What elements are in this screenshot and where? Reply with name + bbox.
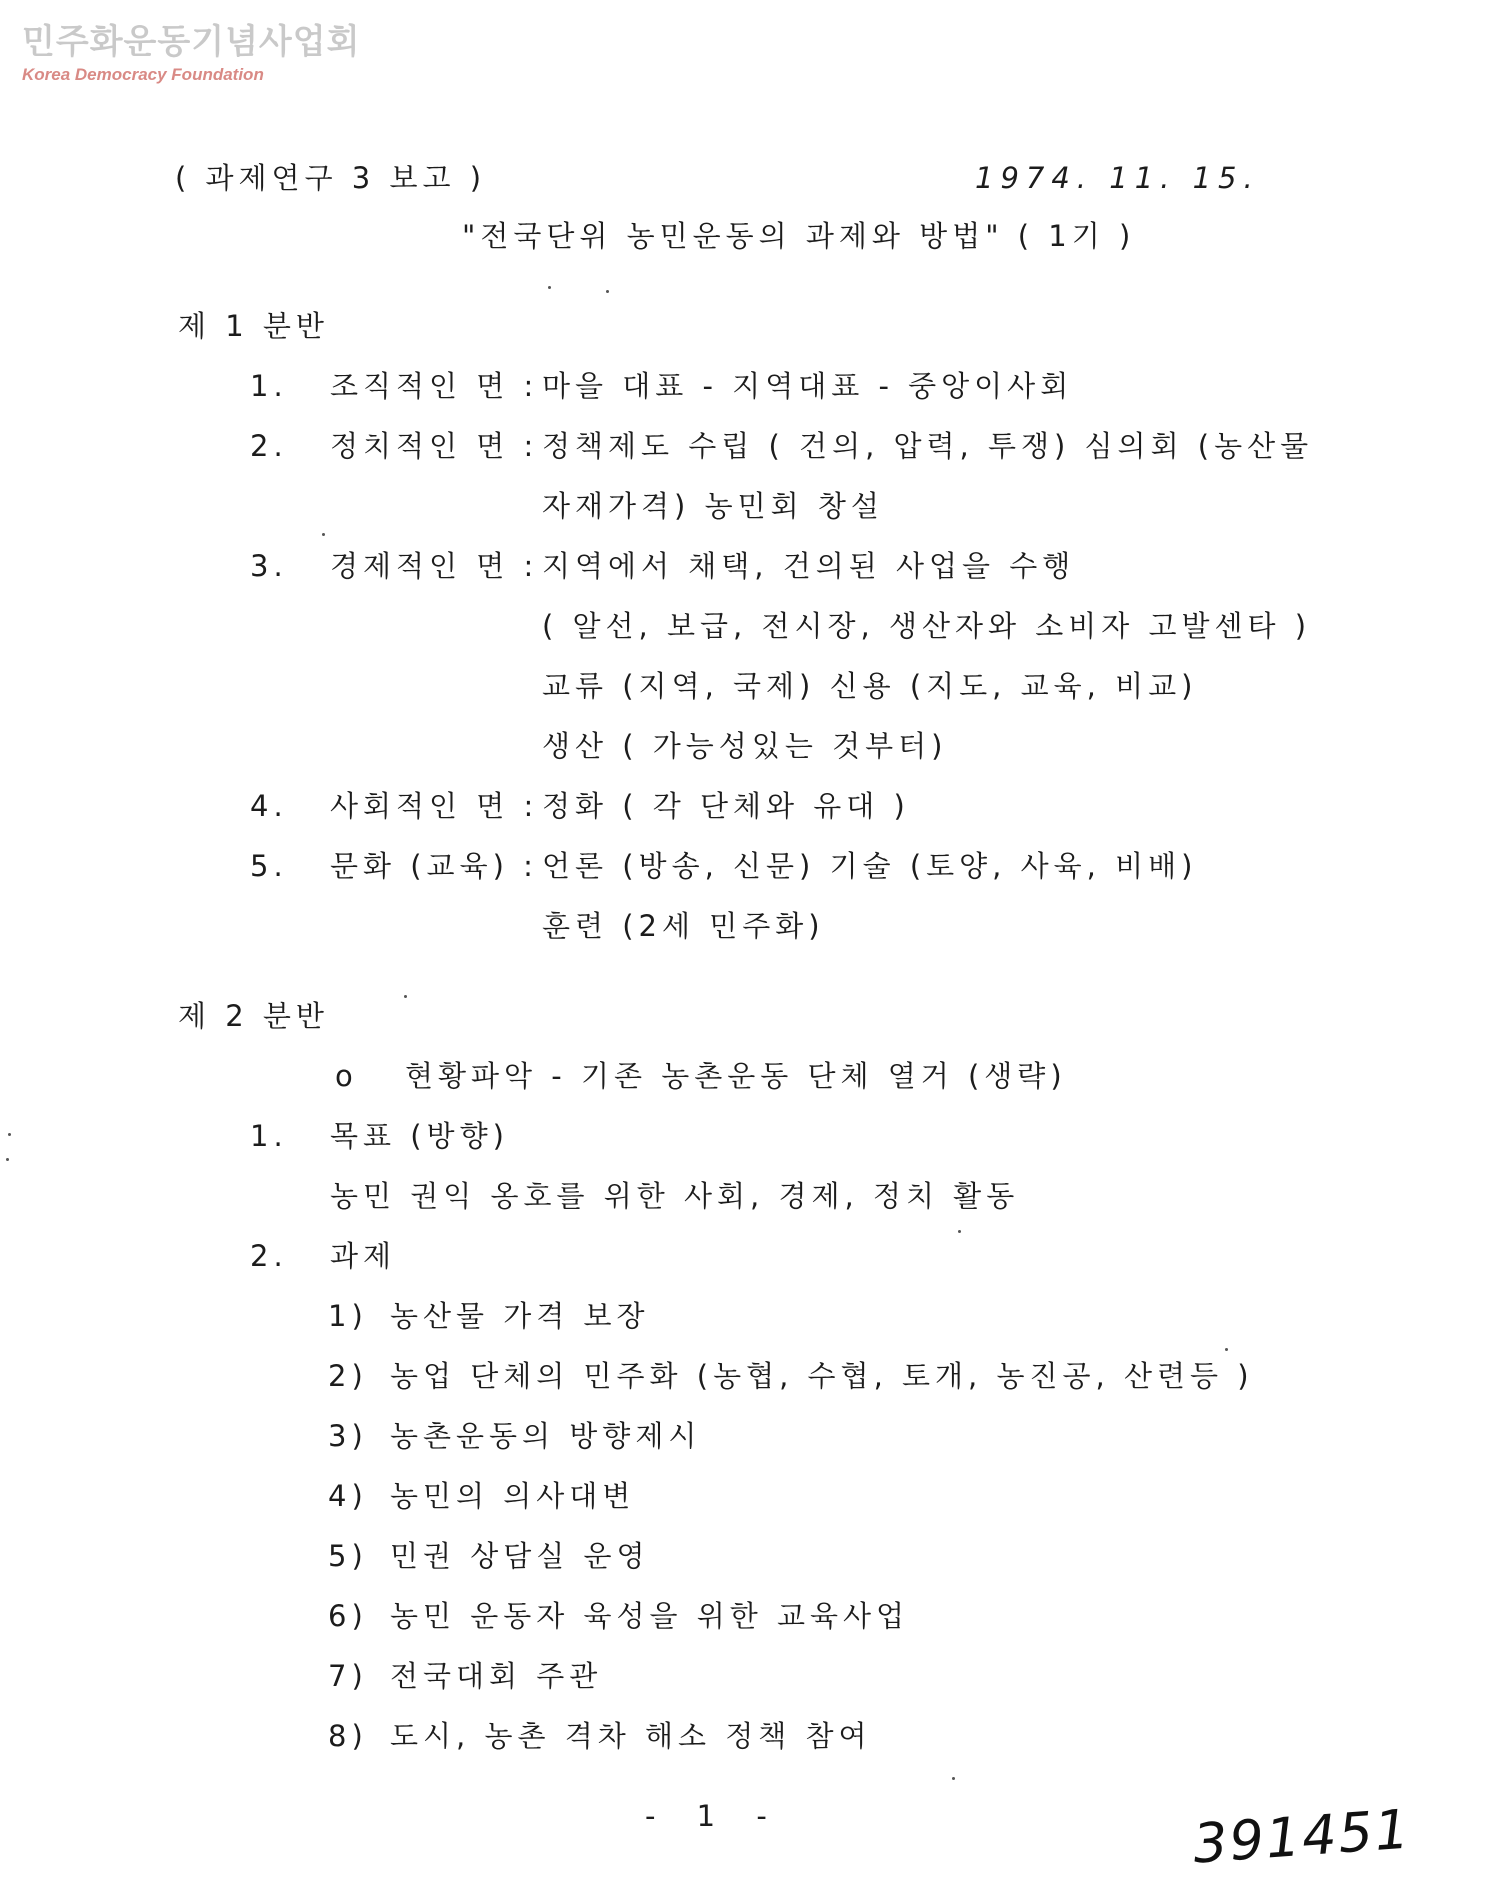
scan-speck [404,995,407,998]
task-num: 2) [328,1359,368,1393]
scan-speck [548,286,551,289]
section1-item-label: 문화 (교육) : [330,849,538,883]
task-text: 도시, 농촌 격차 해소 정책 참여 [390,1719,872,1753]
scan-speck [322,533,325,536]
task-num: 8) [328,1719,368,1753]
foundation-logo [22,22,360,86]
tasks-label: 과제 [330,1239,397,1273]
archive-number: 391451 [1190,1797,1413,1876]
section1-item-line: 교류 (지역, 국제) 신용 (지도, 교육, 비교) [542,669,1198,703]
task-text: 농민의 의사대변 [390,1479,636,1513]
section1-item-label: 정치적인 면 : [330,429,539,463]
section1-item-num: 2. [250,429,288,463]
task-text: 농산물 가격 보장 [390,1299,650,1333]
section1-item-line: 정화 ( 각 단체와 유대 ) [542,789,910,823]
section1-item-line: 언론 (방송, 신문) 기술 (토양, 사육, 비배) [542,849,1198,883]
scan-speck [1225,1348,1228,1351]
section1-item-line: 정책제도 수립 ( 건의, 압력, 투쟁) 심의회 (농산물 [542,429,1314,463]
goal-num: 1. [250,1119,288,1153]
scan-speck [958,1230,961,1233]
page-number: - 1 - [645,1799,783,1833]
task-num: 4) [328,1479,368,1513]
scan-speck [952,1777,955,1780]
task-text: 농민 운동자 육성을 위한 교육사업 [390,1599,910,1633]
task-num: 3) [328,1419,368,1453]
task-text: 농업 단체의 민주화 (농협, 수협, 토개, 농진공, 산련등 ) [390,1359,1254,1393]
section1-item-num: 5. [250,849,288,883]
bullet-marker: o [335,1059,358,1093]
section1-item-num: 1. [250,369,288,403]
section1-item-num: 4. [250,789,288,823]
scan-speck [6,1158,9,1161]
logo-english-text: Korea Democracy Foundation [22,65,264,84]
goal-label: 목표 (방향) [330,1119,509,1153]
task-num: 1) [328,1299,368,1333]
report-label: ( 과제연구 3 보고 ) [175,161,487,195]
document-title: "전국단위 농민운동의 과제와 방법" ( 1기 ) [462,219,1136,253]
goal-text: 농민 권익 옹호를 위한 사회, 경제, 정치 활동 [330,1179,1020,1213]
section1-item-num: 3. [250,549,288,583]
tasks-num: 2. [250,1239,288,1273]
logo-korean-text: 민주화운동기념사업회 [22,22,361,62]
section1-item-line: 생산 ( 가능성있는 것부터) [542,729,948,763]
section2-heading: 제 2 분반 [178,999,329,1033]
task-num: 6) [328,1599,368,1633]
section1-item-line: 마을 대표 - 지역대표 - 중앙이사회 [542,369,1074,403]
section1-item-line: 자재가격) 농민회 창설 [542,489,884,523]
task-text: 전국대회 주관 [390,1659,603,1693]
section1-item-line: 지역에서 채택, 건의된 사업을 수행 [542,549,1076,583]
section1-item-line: ( 알선, 보급, 전시장, 생산자와 소비자 고발센타 ) [542,609,1312,643]
task-text: 농촌운동의 방향제시 [390,1419,702,1453]
status-overview-text: 현황파악 - 기존 농촌운동 단체 열거 (생략) [405,1059,1067,1093]
section1-item-label: 경제적인 면 : [330,549,539,583]
section1-item-line: 훈련 (2세 민주화) [542,909,825,943]
scan-speck [606,290,609,293]
task-num: 5) [328,1539,368,1573]
section1-heading: 제 1 분반 [178,309,329,343]
report-date: 1974. 11. 15. [975,161,1260,195]
task-num: 7) [328,1659,368,1693]
section1-item-label: 사회적인 면 : [330,789,539,823]
scan-speck [8,1133,11,1136]
task-text: 민권 상담실 운영 [390,1539,650,1573]
section1-item-label: 조직적인 면 : [330,369,539,403]
